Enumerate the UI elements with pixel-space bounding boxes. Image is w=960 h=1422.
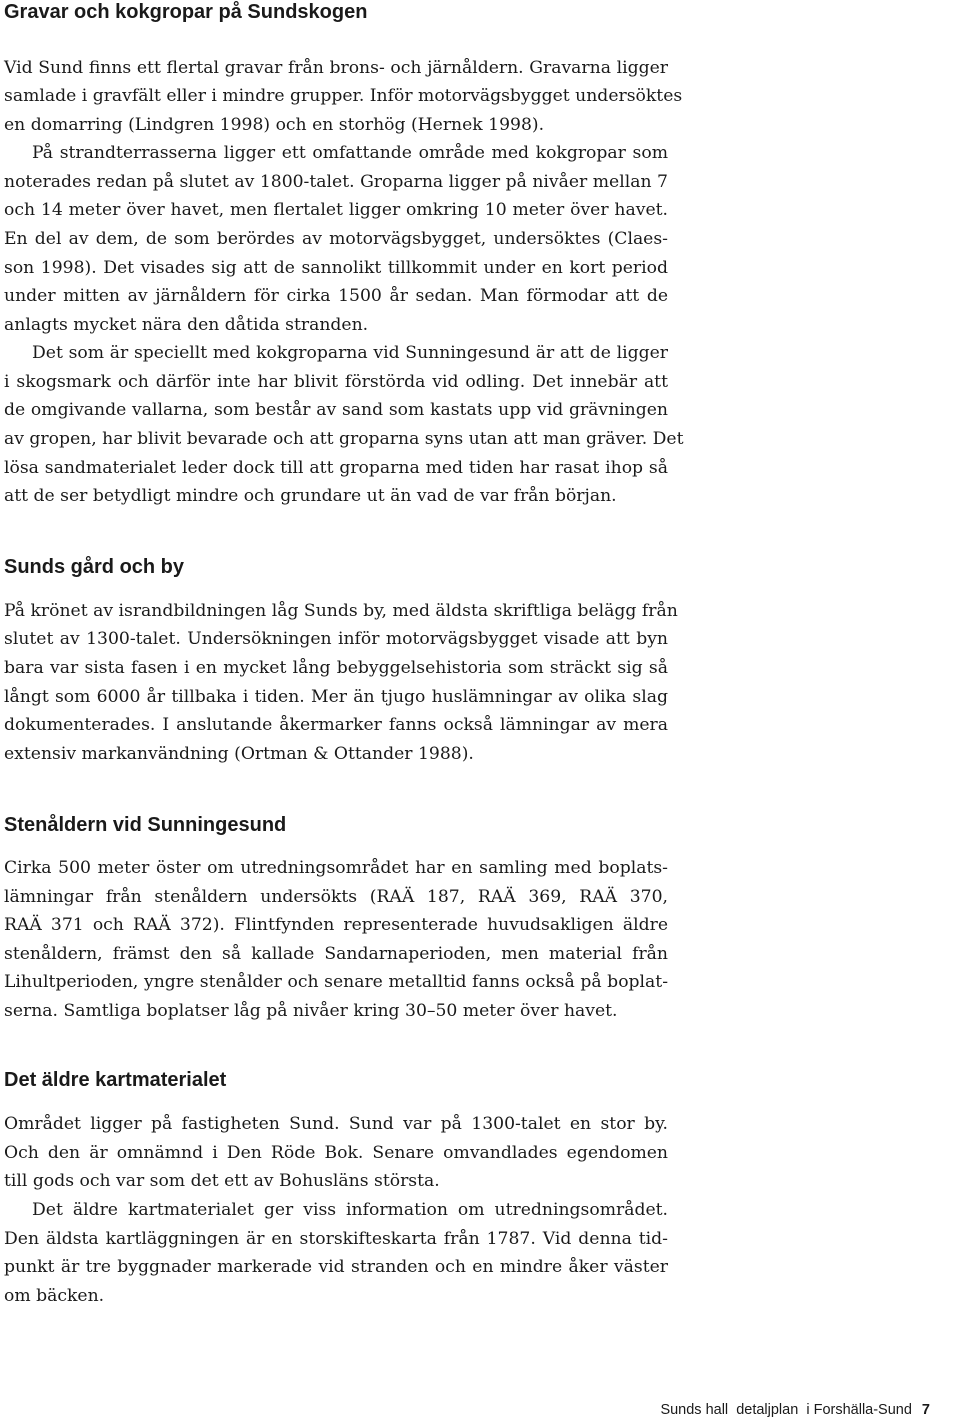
paragraph-line: om bäcken. [4, 1286, 105, 1306]
paragraph-line: På krönet av israndbildningen låg Sunds by, med äldsta skriftliga belägg från [4, 601, 678, 621]
paragraph-line: extensiv markanvändning (Ortman & Ottander 1988). [4, 744, 474, 764]
paragraph-line: av gropen, har blivit bevarade och att groparna syns utan att man gräver. Det [4, 429, 684, 449]
section-heading-stenaldern: Stenåldern vid Sunningesund [4, 814, 287, 836]
paragraph-line: slutet av 1300-talet. Undersökningen inför motorvägsbygget visade att byn [4, 629, 668, 649]
paragraph-line: Det som är speciellt med kokgroparna vid Sunningesund är att de ligger [32, 343, 668, 363]
page-number: 7 [921, 1402, 930, 1418]
paragraph-line: en domarring (Lindgren 1998) och en storhög (Hernek 1998). [4, 115, 545, 135]
paragraph-line: Cirka 500 meter öster om utredningsområdet har en samling med boplats- [4, 858, 668, 878]
paragraph-line: Området ligger på fastigheten Sund. Sund var på 1300-talet en stor by. [4, 1114, 668, 1134]
paragraph-line: och 14 meter över havet, men flertalet ligger omkring 10 meter över havet. [4, 200, 668, 220]
paragraph-line: son 1998). Det visades sig att de sannolikt tillkommit under en kort period [4, 258, 668, 278]
paragraph-line: till gods och var som det ett av Bohusläns största. [4, 1171, 440, 1191]
paragraph-line: Och den är omnämnd i Den Röde Bok. Senare omvandlades egendomen [4, 1143, 668, 1163]
paragraph-line: noterades redan på slutet av 1800-talet. Groparna ligger på nivåer mellan 7 [4, 172, 668, 192]
paragraph-line: RAÄ 371 och RAÄ 372). Flintfynden representerade huvudsakligen äldre [4, 915, 668, 935]
paragraph-line: lösa sandmaterialet leder dock till att groparna med tiden har rasat ihop så [4, 458, 668, 478]
paragraph-line: i skogsmark och därför inte har blivit förstörda vid odling. Det innebär att [4, 372, 668, 392]
paragraph-line: stenåldern, främst den så kallade Sandarnaperioden, men material från [4, 944, 668, 964]
paragraph-line: Vid Sund finns ett flertal gravar från brons- och järnåldern. Gravarna ligger [4, 58, 668, 78]
paragraph-line: långt som 6000 år tillbaka i tiden. Mer än tjugo huslämningar av olika slag [4, 687, 668, 707]
paragraph-line: En del av dem, de som berördes av motorvägsbygget, undersöktes (Claes- [4, 229, 668, 249]
paragraph-line: samlade i gravfält eller i mindre grupper. Inför motorvägsbygget undersöktes [4, 86, 683, 106]
section-heading-kartmaterialet: Det äldre kartmaterialet [4, 1069, 227, 1091]
paragraph-line: bara var sista fasen i en mycket lång bebyggelsehistoria som sträckt sig så [4, 658, 668, 678]
paragraph-line: På strandterrasserna ligger ett omfattande område med kokgropar som [32, 143, 668, 163]
paragraph-line: punkt är tre byggnader markerade vid stranden och en mindre åker väster [4, 1257, 668, 1277]
paragraph-line: anlagts mycket nära den dåtida stranden. [4, 315, 369, 335]
paragraph-line: lämningar från stenåldern undersökts (RAÄ 187, RAÄ 369, RAÄ 370, [4, 887, 668, 907]
paragraph-line: under mitten av järnåldern för cirka 1500 år sedan. Man förmodar att de [4, 286, 668, 306]
section-heading-gravar: Gravar och kokgropar på Sundskogen [4, 1, 368, 23]
paragraph-line: Den äldsta kartläggningen är en storskifteskarta från 1787. Vid denna tid- [4, 1229, 668, 1249]
paragraph-line: serna. Samtliga boplatser låg på nivåer kring 30–50 meter över havet. [4, 1001, 618, 1021]
paragraph-line: de omgivande vallarna, som består av sand som kastats upp vid grävningen [4, 400, 668, 420]
page-footer [660, 1400, 930, 1420]
footer-title: Sunds hall detaljplan i Forshälla-Sund [660, 1402, 912, 1418]
section-heading-sunds-gard: Sunds gård och by [4, 556, 185, 578]
paragraph-line: Det äldre kartmaterialet ger viss information om utredningsområdet. [32, 1200, 668, 1220]
paragraph-line: dokumenterades. I anslutande åkermarker fanns också lämningar av mera [4, 715, 668, 735]
paragraph-line: Lihultperioden, yngre stenålder och senare metalltid fanns också på boplat- [4, 972, 668, 992]
paragraph-line: att de ser betydligt mindre och grundare ut än vad de var från början. [4, 486, 617, 506]
